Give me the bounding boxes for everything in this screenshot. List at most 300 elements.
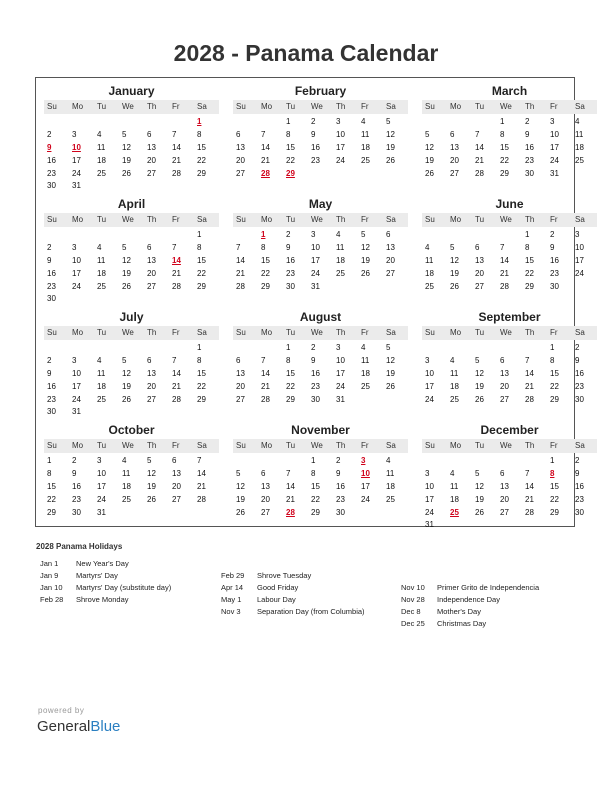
day-cell: 22 — [311, 494, 320, 504]
day-cell: 24 — [361, 494, 370, 504]
holiday-name: Martyrs' Day (substitute day) — [76, 583, 172, 592]
day-cell: 5 — [450, 242, 455, 252]
day-cell: 25 — [425, 281, 434, 291]
month-april — [44, 196, 219, 308]
weekday-header — [233, 439, 408, 453]
holidays-title: 2028 Panama Holidays — [36, 542, 123, 551]
holiday-day-cell: 9 — [47, 142, 52, 152]
day-cell: 10 — [311, 242, 320, 252]
weekday-label: Fr — [361, 102, 369, 111]
day-cell: 6 — [261, 468, 266, 478]
weekday-label: Mo — [72, 441, 84, 450]
day-cell: 30 — [47, 294, 56, 304]
weekday-label: Sa — [386, 215, 396, 224]
month-july — [44, 309, 219, 421]
weekday-header — [44, 439, 219, 453]
holiday-name: New Year's Day — [76, 559, 129, 568]
day-cell: 20 — [500, 494, 509, 504]
holiday-name: Good Friday — [257, 583, 299, 592]
day-cell: 31 — [72, 181, 81, 191]
weekday-label: Mo — [261, 328, 273, 337]
day-cell: 16 — [550, 255, 559, 265]
holiday-name: Shrove Monday — [76, 595, 129, 604]
holiday-day-cell: 25 — [450, 507, 459, 517]
day-blank — [422, 229, 447, 242]
weekday-label: Sa — [386, 441, 396, 450]
day-cell: 16 — [47, 268, 56, 278]
day-cell: 10 — [336, 129, 345, 139]
weekday-label: We — [500, 215, 512, 224]
month-august — [233, 309, 408, 421]
weekday-label: Su — [236, 441, 246, 450]
day-cell: 5 — [475, 468, 480, 478]
day-cell: 25 — [386, 494, 395, 504]
day-blank — [144, 116, 169, 129]
day-cell: 28 — [172, 394, 181, 404]
holiday-date: Apr 14 — [221, 583, 244, 592]
holiday-day-cell: 28 — [286, 507, 295, 517]
day-cell: 16 — [311, 142, 320, 152]
day-cell: 23 — [47, 168, 56, 178]
day-cell: 2 — [550, 230, 555, 239]
day-blank — [258, 342, 283, 355]
day-cell: 17 — [425, 381, 434, 391]
day-cell: 28 — [261, 394, 270, 404]
day-cell: 27 — [450, 168, 459, 178]
day-blank — [69, 229, 94, 242]
day-cell: 29 — [550, 507, 559, 517]
day-blank — [144, 342, 169, 355]
weekday-label: Mo — [72, 328, 84, 337]
day-cell: 20 — [261, 494, 270, 504]
day-cell: 26 — [122, 168, 131, 178]
day-cell: 17 — [361, 481, 370, 491]
day-cell: 20 — [147, 268, 156, 278]
day-cell: 16 — [525, 142, 534, 152]
weekday-label: Su — [425, 102, 435, 111]
day-cell: 24 — [425, 507, 434, 517]
day-cell: 5 — [475, 355, 480, 365]
day-cell: 8 — [197, 355, 202, 365]
day-cell: 14 — [261, 368, 270, 378]
day-cell: 2 — [575, 343, 580, 352]
holiday-date: Jan 10 — [40, 583, 63, 592]
day-cell: 17 — [575, 255, 584, 265]
day-cell: 1 — [286, 343, 291, 352]
day-cell: 21 — [500, 268, 509, 278]
day-cell: 6 — [450, 129, 455, 139]
day-blank — [283, 455, 308, 468]
month-name: July — [119, 310, 144, 324]
day-cell: 14 — [475, 142, 484, 152]
day-blank — [169, 229, 194, 242]
day-cell: 4 — [450, 355, 455, 365]
day-cell: 15 — [286, 368, 295, 378]
day-cell: 26 — [122, 394, 131, 404]
day-blank — [422, 455, 447, 468]
day-cell: 29 — [47, 507, 56, 517]
day-cell: 18 — [361, 368, 370, 378]
day-cell: 6 — [475, 242, 480, 252]
weekday-label: Su — [425, 215, 435, 224]
holiday-name: Labour Day — [257, 595, 296, 604]
day-grid — [44, 229, 219, 306]
day-cell: 3 — [72, 355, 77, 365]
day-cell: 26 — [361, 268, 370, 278]
day-blank — [472, 455, 497, 468]
day-blank — [522, 455, 547, 468]
day-blank — [447, 116, 472, 129]
day-cell: 27 — [236, 394, 245, 404]
day-cell: 11 — [97, 368, 106, 378]
day-cell: 23 — [336, 494, 345, 504]
day-cell: 30 — [575, 507, 584, 517]
day-cell: 4 — [425, 242, 430, 252]
day-cell: 6 — [147, 129, 152, 139]
day-cell: 1 — [286, 117, 291, 126]
weekday-label: Sa — [386, 102, 396, 111]
day-blank — [44, 229, 69, 242]
weekday-label: Fr — [172, 102, 180, 111]
day-grid — [233, 229, 408, 293]
day-cell: 16 — [336, 481, 345, 491]
day-cell: 20 — [147, 155, 156, 165]
weekday-header — [233, 326, 408, 340]
day-cell: 27 — [147, 394, 156, 404]
weekday-label: Th — [525, 102, 535, 111]
day-cell: 6 — [147, 355, 152, 365]
day-cell: 3 — [336, 343, 341, 352]
day-cell: 5 — [386, 343, 391, 352]
month-name: December — [480, 423, 539, 437]
weekday-label: Su — [47, 102, 57, 111]
day-cell: 30 — [575, 394, 584, 404]
day-cell: 15 — [550, 481, 559, 491]
weekday-label: Mo — [72, 215, 84, 224]
day-cell: 7 — [286, 468, 291, 478]
weekday-label: Su — [236, 102, 246, 111]
day-cell: 23 — [47, 281, 56, 291]
weekday-label: Sa — [197, 441, 207, 450]
day-cell: 22 — [286, 155, 295, 165]
day-blank — [169, 342, 194, 355]
day-cell: 28 — [236, 281, 245, 291]
day-cell: 8 — [261, 242, 266, 252]
day-cell: 24 — [336, 155, 345, 165]
day-blank — [233, 455, 258, 468]
day-cell: 3 — [425, 355, 430, 365]
day-cell: 11 — [361, 129, 370, 139]
day-cell: 28 — [197, 494, 206, 504]
day-cell: 3 — [575, 230, 580, 239]
day-cell: 31 — [550, 168, 559, 178]
weekday-label: We — [122, 441, 134, 450]
day-cell: 24 — [550, 155, 559, 165]
day-cell: 15 — [550, 368, 559, 378]
holiday-day-cell: 3 — [361, 456, 366, 465]
day-cell: 14 — [286, 481, 295, 491]
weekday-label: Su — [47, 441, 57, 450]
day-cell: 21 — [236, 268, 245, 278]
day-cell: 29 — [500, 168, 509, 178]
day-cell: 12 — [386, 129, 395, 139]
holiday-day-cell: 1 — [261, 230, 266, 239]
day-cell: 24 — [72, 168, 81, 178]
day-cell: 17 — [97, 481, 106, 491]
weekday-label: We — [122, 102, 134, 111]
day-cell: 7 — [500, 242, 505, 252]
day-cell: 14 — [525, 481, 534, 491]
day-cell: 25 — [97, 281, 106, 291]
day-cell: 26 — [425, 168, 434, 178]
day-cell: 9 — [575, 468, 580, 478]
day-cell: 18 — [450, 494, 459, 504]
day-cell: 3 — [550, 117, 555, 126]
holiday-day-cell: 1 — [197, 117, 202, 126]
day-cell: 18 — [336, 255, 345, 265]
month-name: August — [299, 310, 342, 324]
day-cell: 4 — [122, 456, 127, 465]
day-cell: 13 — [450, 142, 459, 152]
holiday-day-cell: 10 — [72, 142, 81, 152]
day-cell: 23 — [286, 268, 295, 278]
holiday-item — [40, 558, 171, 570]
day-cell: 22 — [47, 494, 56, 504]
month-june — [422, 196, 597, 308]
month-name: June — [495, 197, 524, 211]
weekday-header — [233, 213, 408, 227]
weekday-label: Sa — [575, 328, 585, 337]
day-blank — [497, 342, 522, 355]
weekday-label: Mo — [72, 102, 84, 111]
day-cell: 12 — [425, 142, 434, 152]
day-grid — [44, 455, 219, 519]
weekday-label: Fr — [172, 441, 180, 450]
weekday-label: Th — [336, 328, 346, 337]
day-cell: 27 — [475, 281, 484, 291]
day-cell: 1 — [550, 456, 555, 465]
weekday-label: Mo — [450, 215, 462, 224]
day-cell: 17 — [425, 494, 434, 504]
day-cell: 23 — [311, 381, 320, 391]
holiday-item — [40, 594, 171, 606]
weekday-header — [422, 326, 597, 340]
day-blank — [69, 116, 94, 129]
weekday-label: Tu — [97, 441, 107, 450]
day-cell: 13 — [147, 255, 156, 265]
weekday-label: Mo — [450, 441, 462, 450]
day-blank — [69, 342, 94, 355]
holiday-date: Nov 28 — [401, 595, 425, 604]
day-cell: 29 — [311, 507, 320, 517]
day-cell: 18 — [450, 381, 459, 391]
day-cell: 3 — [97, 456, 102, 465]
day-cell: 28 — [525, 507, 534, 517]
day-cell: 10 — [336, 355, 345, 365]
day-cell: 19 — [475, 494, 484, 504]
day-cell: 15 — [261, 255, 270, 265]
day-cell: 19 — [122, 381, 131, 391]
day-cell: 29 — [197, 281, 206, 291]
day-cell: 12 — [450, 255, 459, 265]
day-cell: 22 — [550, 381, 559, 391]
day-cell: 12 — [386, 355, 395, 365]
day-cell: 12 — [122, 368, 131, 378]
weekday-label: Su — [236, 328, 246, 337]
day-cell: 13 — [147, 368, 156, 378]
day-cell: 31 — [311, 281, 320, 291]
day-cell: 2 — [575, 456, 580, 465]
holiday-day-cell: 14 — [172, 255, 181, 265]
day-cell: 3 — [336, 117, 341, 126]
day-cell: 13 — [236, 368, 245, 378]
day-blank — [119, 229, 144, 242]
day-cell: 4 — [336, 230, 341, 239]
day-cell: 22 — [261, 268, 270, 278]
day-cell: 1 — [550, 343, 555, 352]
day-cell: 16 — [311, 368, 320, 378]
day-cell: 8 — [286, 129, 291, 139]
day-cell: 18 — [361, 142, 370, 152]
weekday-label: Mo — [450, 328, 462, 337]
day-cell: 28 — [500, 281, 509, 291]
weekday-label: Sa — [575, 441, 585, 450]
day-cell: 2 — [72, 456, 77, 465]
day-cell: 2 — [47, 355, 52, 365]
day-blank — [233, 342, 258, 355]
weekday-label: Th — [525, 328, 535, 337]
holiday-name: Primer Grito de Independencia — [437, 583, 540, 592]
day-cell: 9 — [550, 242, 555, 252]
day-cell: 17 — [72, 155, 81, 165]
weekday-label: Su — [47, 328, 57, 337]
day-cell: 4 — [97, 129, 102, 139]
day-cell: 30 — [72, 507, 81, 517]
day-cell: 15 — [525, 255, 534, 265]
day-cell: 8 — [47, 468, 52, 478]
day-cell: 2 — [311, 343, 316, 352]
day-cell: 18 — [97, 381, 106, 391]
weekday-label: Su — [236, 215, 246, 224]
day-cell: 24 — [336, 381, 345, 391]
holiday-item — [401, 582, 539, 594]
weekday-label: Tu — [475, 102, 485, 111]
day-blank — [258, 116, 283, 129]
month-name: September — [478, 310, 541, 324]
day-cell: 18 — [97, 155, 106, 165]
day-blank — [472, 342, 497, 355]
day-cell: 11 — [425, 255, 434, 265]
day-cell: 21 — [261, 381, 270, 391]
day-cell: 10 — [72, 368, 81, 378]
holiday-item — [401, 606, 539, 618]
day-cell: 19 — [475, 381, 484, 391]
day-cell: 16 — [575, 481, 584, 491]
day-cell: 20 — [236, 155, 245, 165]
day-cell: 2 — [47, 242, 52, 252]
day-cell: 24 — [575, 268, 584, 278]
day-cell: 8 — [500, 129, 505, 139]
day-cell: 17 — [72, 268, 81, 278]
day-blank — [169, 116, 194, 129]
day-cell: 22 — [550, 494, 559, 504]
month-name: November — [291, 423, 350, 437]
day-grid — [233, 342, 408, 406]
holiday-date: Feb 28 — [40, 595, 64, 604]
holiday-date: Feb 29 — [221, 571, 245, 580]
day-cell: 15 — [311, 481, 320, 491]
day-cell: 18 — [575, 142, 584, 152]
weekday-label: Th — [336, 215, 346, 224]
day-blank — [258, 455, 283, 468]
day-cell: 23 — [311, 155, 320, 165]
day-cell: 26 — [386, 155, 395, 165]
day-cell: 13 — [475, 255, 484, 265]
day-cell: 7 — [261, 129, 266, 139]
day-cell: 5 — [386, 117, 391, 126]
weekday-label: Th — [336, 441, 346, 450]
day-cell: 6 — [236, 355, 241, 365]
day-cell: 12 — [122, 255, 131, 265]
day-cell: 5 — [236, 468, 241, 478]
holiday-column — [401, 582, 539, 630]
day-cell: 29 — [197, 168, 206, 178]
generalblue-logo[interactable] — [37, 718, 120, 735]
day-cell: 30 — [525, 168, 534, 178]
day-cell: 22 — [286, 381, 295, 391]
holiday-date: Jan 9 — [40, 571, 59, 580]
day-cell: 17 — [550, 142, 559, 152]
weekday-label: Su — [425, 441, 435, 450]
day-cell: 29 — [197, 394, 206, 404]
day-cell: 24 — [425, 394, 434, 404]
day-cell: 31 — [97, 507, 106, 517]
day-cell: 9 — [311, 355, 316, 365]
weekday-label: Fr — [361, 441, 369, 450]
day-cell: 5 — [122, 129, 127, 139]
holiday-item — [221, 594, 365, 606]
day-cell: 1 — [47, 456, 52, 465]
day-cell: 23 — [575, 494, 584, 504]
weekday-label: Sa — [197, 328, 207, 337]
day-cell: 27 — [500, 507, 509, 517]
day-cell: 11 — [361, 355, 370, 365]
day-cell: 7 — [525, 468, 530, 478]
day-cell: 25 — [450, 394, 459, 404]
holiday-day-cell: 8 — [550, 468, 555, 478]
day-cell: 14 — [197, 468, 206, 478]
day-blank — [422, 342, 447, 355]
month-name: April — [117, 197, 146, 211]
weekday-label: Th — [525, 215, 535, 224]
day-cell: 20 — [386, 255, 395, 265]
month-may — [233, 196, 408, 308]
weekday-label: Fr — [361, 328, 369, 337]
day-cell: 26 — [450, 281, 459, 291]
day-cell: 22 — [500, 155, 509, 165]
day-cell: 10 — [575, 242, 584, 252]
day-cell: 11 — [97, 255, 106, 265]
day-blank — [233, 116, 258, 129]
day-cell: 15 — [197, 142, 206, 152]
day-cell: 17 — [336, 368, 345, 378]
day-cell: 29 — [550, 394, 559, 404]
day-cell: 8 — [311, 468, 316, 478]
day-cell: 9 — [286, 242, 291, 252]
day-cell: 23 — [575, 381, 584, 391]
weekday-label: Mo — [261, 102, 273, 111]
weekday-header — [44, 100, 219, 114]
